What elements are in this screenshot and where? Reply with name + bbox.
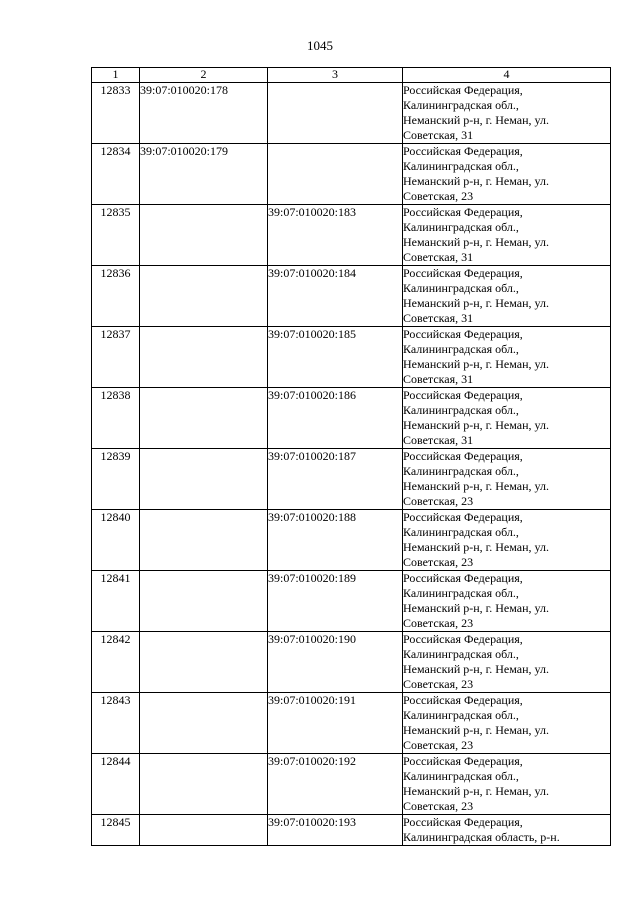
column-header-4: 4 xyxy=(403,68,611,83)
cadastral-number-cell-2 xyxy=(140,510,268,571)
address-line: Российская Федерация, xyxy=(403,205,523,219)
address-line: Неманский р-н, г. Неман, ул. xyxy=(403,296,549,310)
address-line: Российская Федерация, xyxy=(403,632,523,646)
address-cell xyxy=(403,205,611,266)
row-number-cell: 12841 xyxy=(92,571,140,632)
row-number-cell: 12833 xyxy=(92,83,140,144)
address-cell xyxy=(403,754,611,815)
address-cell xyxy=(403,327,611,388)
address-cell xyxy=(403,571,611,632)
address-line: Калининградская обл., xyxy=(403,281,519,295)
address-line: Советская, 31 xyxy=(403,372,474,386)
address-line: Неманский р-н, г. Неман, ул. xyxy=(403,662,549,676)
address-line: Калининградская обл., xyxy=(403,586,519,600)
cadastral-number-cell-2 xyxy=(140,388,268,449)
row-number-cell: 12842 xyxy=(92,632,140,693)
column-header-3: 3 xyxy=(268,68,403,83)
address-line: Российская Федерация, xyxy=(403,388,523,402)
address-line: Российская Федерация, xyxy=(403,754,523,768)
table-row xyxy=(92,632,611,693)
table-row xyxy=(92,754,611,815)
address-line: Советская, 23 xyxy=(403,555,474,569)
address-line: Неманский р-н, г. Неман, ул. xyxy=(403,113,549,127)
address-line: Советская, 31 xyxy=(403,250,474,264)
cadastral-number-cell-2 xyxy=(140,693,268,754)
row-number-cell: 12844 xyxy=(92,754,140,815)
table-row xyxy=(92,693,611,754)
address-cell xyxy=(403,693,611,754)
cadastral-number-cell-3: 39:07:010020:190 xyxy=(268,632,403,693)
row-number-cell: 12838 xyxy=(92,388,140,449)
cadastral-number-cell-3 xyxy=(268,83,403,144)
row-number-cell: 12836 xyxy=(92,266,140,327)
address-cell xyxy=(403,449,611,510)
cadastral-number-cell-2: 39:07:010020:179 xyxy=(140,144,268,205)
table-row xyxy=(92,144,611,205)
cadastral-number-cell-3: 39:07:010020:187 xyxy=(268,449,403,510)
registry-table xyxy=(91,67,611,846)
address-line: Неманский р-н, г. Неман, ул. xyxy=(403,479,549,493)
cadastral-number-cell-3: 39:07:010020:193 xyxy=(268,815,403,846)
cadastral-number-cell-2 xyxy=(140,327,268,388)
address-line: Калининградская обл., xyxy=(403,525,519,539)
address-line: Российская Федерация, xyxy=(403,815,523,829)
cadastral-number-cell-3 xyxy=(268,144,403,205)
address-line: Неманский р-н, г. Неман, ул. xyxy=(403,357,549,371)
cadastral-number-cell-2 xyxy=(140,632,268,693)
table-row xyxy=(92,815,611,846)
cadastral-number-cell-3: 39:07:010020:188 xyxy=(268,510,403,571)
row-number-cell: 12835 xyxy=(92,205,140,266)
address-line: Неманский р-н, г. Неман, ул. xyxy=(403,601,549,615)
column-header-2: 2 xyxy=(140,68,268,83)
cadastral-number-cell-2 xyxy=(140,205,268,266)
table-row xyxy=(92,510,611,571)
address-line: Калининградская обл., xyxy=(403,159,519,173)
row-number-cell: 12839 xyxy=(92,449,140,510)
row-number-cell: 12843 xyxy=(92,693,140,754)
address-line: Калининградская обл., xyxy=(403,769,519,783)
address-cell xyxy=(403,388,611,449)
address-cell xyxy=(403,815,611,846)
address-line: Калининградская обл., xyxy=(403,403,519,417)
address-cell xyxy=(403,144,611,205)
address-cell xyxy=(403,83,611,144)
address-line: Неманский р-н, г. Неман, ул. xyxy=(403,174,549,188)
address-line: Российская Федерация, xyxy=(403,693,523,707)
address-line: Российская Федерация, xyxy=(403,449,523,463)
cadastral-number-cell-2 xyxy=(140,754,268,815)
cadastral-number-cell-3: 39:07:010020:185 xyxy=(268,327,403,388)
address-line: Неманский р-н, г. Неман, ул. xyxy=(403,784,549,798)
cadastral-number-cell-3: 39:07:010020:189 xyxy=(268,571,403,632)
address-line: Неманский р-н, г. Неман, ул. xyxy=(403,235,549,249)
address-line: Калининградская обл., xyxy=(403,464,519,478)
row-number-cell: 12845 xyxy=(92,815,140,846)
cadastral-number-cell-3: 39:07:010020:191 xyxy=(268,693,403,754)
cadastral-number-cell-2 xyxy=(140,571,268,632)
address-line: Российская Федерация, xyxy=(403,327,523,341)
table-row xyxy=(92,205,611,266)
address-line: Российская Федерация, xyxy=(403,571,523,585)
address-line: Неманский р-н, г. Неман, ул. xyxy=(403,540,549,554)
cadastral-number-cell-2 xyxy=(140,815,268,846)
address-line: Советская, 31 xyxy=(403,128,474,142)
column-header-1: 1 xyxy=(92,68,140,83)
address-line: Калининградская обл., xyxy=(403,220,519,234)
row-number-cell: 12834 xyxy=(92,144,140,205)
cadastral-number-cell-2 xyxy=(140,449,268,510)
address-line: Калининградская обл., xyxy=(403,342,519,356)
address-line: Советская, 23 xyxy=(403,616,474,630)
address-line: Советская, 23 xyxy=(403,799,474,813)
address-line: Советская, 31 xyxy=(403,433,474,447)
table-row xyxy=(92,449,611,510)
address-cell xyxy=(403,510,611,571)
address-line: Неманский р-н, г. Неман, ул. xyxy=(403,418,549,432)
address-line: Калининградская область, р-н. xyxy=(403,830,560,844)
cadastral-number-cell-3: 39:07:010020:192 xyxy=(268,754,403,815)
table-header-row xyxy=(92,68,611,83)
address-line: Российская Федерация, xyxy=(403,83,523,97)
table-row xyxy=(92,388,611,449)
cadastral-number-cell-3: 39:07:010020:184 xyxy=(268,266,403,327)
address-line: Калининградская обл., xyxy=(403,98,519,112)
address-line: Советская, 23 xyxy=(403,738,474,752)
table-body xyxy=(92,83,611,846)
cadastral-number-cell-3: 39:07:010020:186 xyxy=(268,388,403,449)
row-number-cell: 12837 xyxy=(92,327,140,388)
address-cell xyxy=(403,266,611,327)
cadastral-number-cell-2 xyxy=(140,266,268,327)
address-line: Калининградская обл., xyxy=(403,647,519,661)
table-row xyxy=(92,571,611,632)
cadastral-number-cell-2: 39:07:010020:178 xyxy=(140,83,268,144)
table-row xyxy=(92,83,611,144)
address-cell xyxy=(403,632,611,693)
address-line: Калининградская обл., xyxy=(403,708,519,722)
row-number-cell: 12840 xyxy=(92,510,140,571)
address-line: Российская Федерация, xyxy=(403,510,523,524)
cadastral-number-cell-3: 39:07:010020:183 xyxy=(268,205,403,266)
address-line: Советская, 23 xyxy=(403,677,474,691)
table-row xyxy=(92,266,611,327)
page-number: 1045 xyxy=(307,38,333,53)
table-row xyxy=(92,327,611,388)
address-line: Российская Федерация, xyxy=(403,144,523,158)
address-line: Российская Федерация, xyxy=(403,266,523,280)
address-line: Советская, 23 xyxy=(403,494,474,508)
address-line: Неманский р-н, г. Неман, ул. xyxy=(403,723,549,737)
address-line: Советская, 31 xyxy=(403,311,474,325)
address-line: Советская, 23 xyxy=(403,189,474,203)
